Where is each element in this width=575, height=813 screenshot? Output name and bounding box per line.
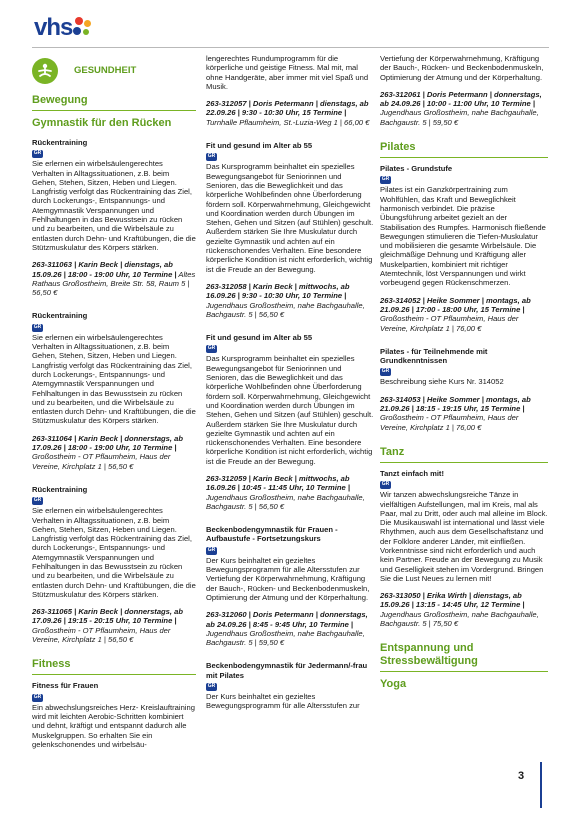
course-description: Das Kursprogramm beinhaltet ein spezielles Bewegungsangebot für Seniorinnen und Senioren, das die Beweglichkeit und das körperliche Wohlbefinden ohne Überforderung fördern soll. Körperwahrnehmung, Gleichgewicht und Koordination werden durch Übungen im Stehen, Gehen und Sitzen (auf Stühlen) geschult. Außerdem stärken Sie Ihre Muskulatur durch gezielte Gymnastik und achten auf ein rückenschonendes Verhalten. Eine besondere körperliche Kondition ist nicht erforderlich, wichtig ist die Freude an der Bewegung. [206, 354, 374, 466]
course-description: Das Kursprogramm beinhaltet ein spezielles Bewegungsangebot für Seniorinnen und Senioren, das die Beweglichkeit und das körperliche Wohlbefinden ohne Überforderung fördern soll. Körperwahrnehmung, Gleichgewicht und Koordination werden durch Übungen im Stehen, Gehen und Sitzen (auf Stühlen) geschult. Außerdem stärken Sie Ihre Muskulatur durch gezielte Gymnastik und achten auf ein rückenschonendes Verhalten. Eine besondere körperliche Kondition ist nicht erforderlich, wichtig ist die Freude an der Bewegung. [206, 162, 374, 274]
rubric-bewegung: Bewegung [32, 94, 196, 111]
gr-badge: GR [381, 176, 390, 183]
course-entry [380, 469, 548, 628]
course-description: Sie erlernen ein wirbelsäulengerechtes Verhalten in Alltagssituationen, z.B. beim Gehen, Stehen, Sitzen, Heben und Liegen. Langfristig verfolgt das Rückentraining das Ziel, durch Lockerungs-, Entspannungs- und Atemgymnastik Verspannungen und Fehlhaltungen in das Bewusstsein zu rücken und zu bearbeiten, und die Wirbelsäule zu entlasten durch Dehn- und Kraftübungen, die die Stützmuskulatur des Körpers stärken. [32, 332, 196, 426]
course-entry [32, 485, 196, 644]
course-description: Sie erlernen ein wirbelsäulengerechtes Verhalten in Alltagssituationen, z.B. beim Gehen, Stehen, Sitzen, Heben und Liegen. Langfristig verfolgt das Rückentraining das Ziel, durch Lockerungs-, Entspannungs- und Atemgymnastik Verspannungen und Fehlhaltungen in das Bewusstsein zu rücken und zu bearbeiten, und die Wirbelsäule zu entlasten durch Dehn- und Kraftübungen, die die Stützmuskulatur des Körpers stärken. [32, 159, 196, 252]
gr-badge: GR [381, 481, 390, 488]
course-title: Fitness für Frauen [32, 681, 99, 691]
column-3 [380, 54, 548, 699]
course-meta[interactable]: 263-313050 | Erika Wirth | dienstags, ab 15.09.26 | 13:15 - 14:45 Uhr, 12 Termine | Jugendhaus Großostheim, nahe Bachgauhalle, Bachgaustr. 5 | 75,50 € [380, 591, 539, 629]
rubric-pilates: Pilates [380, 141, 548, 158]
course-description-continued: lengerechtes Rundumprogramm für die körperliche und geistige Fitness. Mal mit, mal ohne Handgeräte, aber immer mit viel Spaß und Musik. [206, 54, 369, 91]
column-1 [32, 54, 196, 749]
rubric-fitness: Fitness [32, 658, 196, 675]
course-entry [32, 311, 196, 470]
gr-badge: GR [207, 683, 216, 690]
course-meta[interactable]: 263-312057 | Doris Petermann | dienstags, ab 22.09.26 | 9:30 - 10:30 Uhr, 15 Termine | Turnhalle Pflaumheim, St.-Luzia-Weg 1 | 66,00 € [206, 99, 370, 127]
course-description: Pilates ist ein Ganzkörpertraining zum Wohlfühlen, das Kraft und Beweglichkeit harmonisch verbindet. Die präzise Übungsführung arbeitet gezielt an der Stabilisation des Rumpfes. Harmonisch fließende Bewegungen stimulieren die Tiefen-Muskulatur und mobilisieren die gesamte Wirbelsäule. Die gleichmäßige Dehnung und Kräftigung aller Muskelpartien, kombiniert mit richtiger Atemtechnik, löst Verspannungen und wirkt vorbeugend gegen Rückenschmerzen. [380, 185, 546, 288]
course-entry [206, 525, 376, 647]
course-meta[interactable]: 263-312060 | Doris Petermann | donnerstags, ab 24.09.26 | 8:45 - 9:45 Uhr, 10 Termine | Jugendhaus Großostheim, nahe Bachgauhalle, Bachgaustr. 5 | 59,50 € [206, 610, 368, 648]
course-entry [380, 164, 548, 333]
course-meta[interactable]: 263-312058 | Karin Beck | mittwochs, ab 16.09.26 | 9:30 - 10:30 Uhr, 10 Termine | Jugendhaus Großostheim, nahe Bachgauhalle, Bachgaustr. 5 | 56,50 € [206, 281, 365, 319]
course-title: Pilates - Grundstufe [380, 164, 453, 174]
logo-dots-icon [73, 17, 93, 37]
header-divider [32, 47, 549, 48]
course-description: Der Kurs beinhaltet ein gezieltes Bewegungsprogramm für alle Altersstufen zur Vertiefung der Körperwahrnehmung, Kräftigung der Bauch-, Rücken- und Beckenbodenmuskeln, Optimierung der Atmung und der Körperhaltung. [206, 555, 370, 602]
rubric-tanz: Tanz [380, 446, 548, 463]
course-entry [206, 661, 376, 710]
course-title: Rückentraining [32, 311, 88, 321]
course-meta[interactable]: 263-314053 | Heike Sommer | montags, ab 21.09.26 | 18:15 - 19:15 Uhr, 15 Termine | Großostheim - OT Pflaumheim, Haus der Vereine, Kirchplatz 1 | 76,00 € [380, 394, 531, 432]
course-title: Fit und gesund im Alter ab 55 [206, 141, 313, 151]
course-entry [206, 141, 376, 319]
gr-badge: GR [381, 368, 390, 375]
gr-badge: GR [33, 693, 42, 700]
page-number: 3 [518, 770, 525, 782]
course-title: Tanzt einfach mit! [380, 468, 444, 478]
course-entry [206, 333, 376, 511]
vhs-logo [34, 10, 93, 40]
course-meta[interactable]: 263-311064 | Karin Beck | donnerstags, ab 17.09.26 | 18:00 - 19:00 Uhr, 10 Termine | Großostheim - OT Pflaumheim, Haus der Vereine, Kirchplatz 1 | 56,50 € [32, 433, 183, 471]
course-meta[interactable]: 263-311065 | Karin Beck | donnerstags, ab 17.09.26 | 19:15 - 20:15 Uhr, 10 Termine | Großostheim - OT Pflaumheim, Haus der Vereine, Kirchplatz 1 | 56,50 € [32, 607, 183, 645]
gr-badge: GR [33, 150, 42, 157]
gr-badge: GR [33, 323, 42, 330]
column-2 [206, 54, 376, 711]
course-title: Rückentraining [32, 484, 88, 494]
course-title: Rückentraining [32, 138, 88, 147]
course-description-continued: Vertiefung der Körperwahrnehmung, Kräftigung der Bauch-, Rücken- und Beckenbodenmuskeln, Optimierung der Atmung und der Körperhaltung. [380, 54, 544, 82]
course-title: Pilates - für Teilnehmende mit Grundkenntnissen [380, 346, 488, 366]
course-title: Fit und gesund im Alter ab 55 [206, 333, 313, 343]
course-entry [32, 138, 196, 297]
course-entry [32, 681, 196, 749]
course-description: Sie erlernen ein wirbelsäulengerechtes Verhalten in Alltagssituationen, z.B. beim Gehen, Stehen, Sitzen, Heben und Liegen. Langfristig verfolgt das Rückentraining das Ziel, durch Lockerungs-, Entspannungs- und Atemgymnastik Verspannungen und Fehlhaltungen in das Bewusstsein zu rücken und zu bearbeiten, und die Wirbelsäule zu entlasten durch Dehn- und Kraftübungen, die die Stützmuskulatur des Körpers stärken. [32, 506, 196, 599]
course-meta[interactable]: 263-311063 | Karin Beck | dienstags, ab 15.09.26 | 18:00 - 19:00 Uhr, 10 Termine | Altes Rathaus Großostheim, Breite Str. 58, Raum 5 | 56,50 € [32, 260, 196, 298]
course-meta[interactable]: 263-312059 | Karin Beck | mittwochs, ab 16.09.26 | 10:45 - 11:45 Uhr, 10 Termine | Jugendhaus Großostheim, nahe Bachgauhalle, Bachgaustr. 5 | 56,50 € [206, 473, 365, 511]
logo-text: vhs [34, 14, 73, 41]
page-marker-bar [540, 762, 542, 808]
course-meta[interactable]: 263-312061 | Doris Petermann | donnerstags, ab 24.09.26 | 10:00 - 11:00 Uhr, 10 Termine | Jugendhaus Großostheim, nahe Bachgauhalle, Bachgaustr. 5 | 59,50 € [380, 89, 542, 127]
gr-badge: GR [207, 546, 216, 553]
course-title: Beckenbodengymnastik für Frauen - Aufbaustufe - Fortsetzungskurs [206, 525, 338, 544]
health-yoga-icon [32, 58, 58, 84]
section-header [32, 54, 196, 88]
subrubric-ruecken: Gymnastik für den Rücken [32, 117, 172, 129]
rubric-entspannung: Entspannung und Stressbewältigung [380, 642, 548, 672]
course-entry [380, 347, 548, 432]
gr-badge: GR [207, 153, 216, 160]
course-description: Beschreibung siehe Kurs Nr. 314052 [380, 377, 504, 387]
course-description: Ein abwechslungsreiches Herz- Kreislauftraining wird mit leichten Aerobic-Schritten kombiniert und dehnt, kräftigt und entspannt dadurch alle Muskelgruppen. So erhalten Sie ein gelenkschonendes und wirbelsäu- [32, 702, 195, 749]
course-meta[interactable]: 263-314052 | Heike Sommer | montags, ab 21.09.26 | 17:00 - 18:00 Uhr, 15 Termine | Großostheim - OT Pflaumheim, Haus der Vereine, Kirchplatz 1 | 76,00 € [380, 295, 531, 333]
subrubric-yoga: Yoga [380, 678, 407, 691]
section-title: GESUNDHEIT [74, 65, 137, 77]
gr-badge: GR [33, 497, 42, 504]
course-title: Beckenbodengymnastik für Jedermann/-frau mit Pilates [206, 661, 368, 680]
course-description: Wir tanzen abwechslungsreiche Tänze in vielfältigen Aufstellungen, mal im Kreis, mal als Paar, mal zu Dritt, oder auch mal alleine im Block. Die Musikauswahl ist international und lässt viele Rhythmen, auch aus dem Gesellschaftstanz und der Folklore anderer Länder, mit einfließen. Vorkenntnisse sind nicht erforderlich und auch kein Partner. Freude an der Bewegung zu Musik und Geselligkeit stehen im Vordergrund. Bringen Sie die Lust Neues zu lernen mit! [380, 490, 548, 583]
course-description: Der Kurs beinhaltet ein gezieltes Bewegungsprogramm für alle Altersstufen zur [206, 692, 360, 711]
gr-badge: GR [207, 345, 216, 352]
